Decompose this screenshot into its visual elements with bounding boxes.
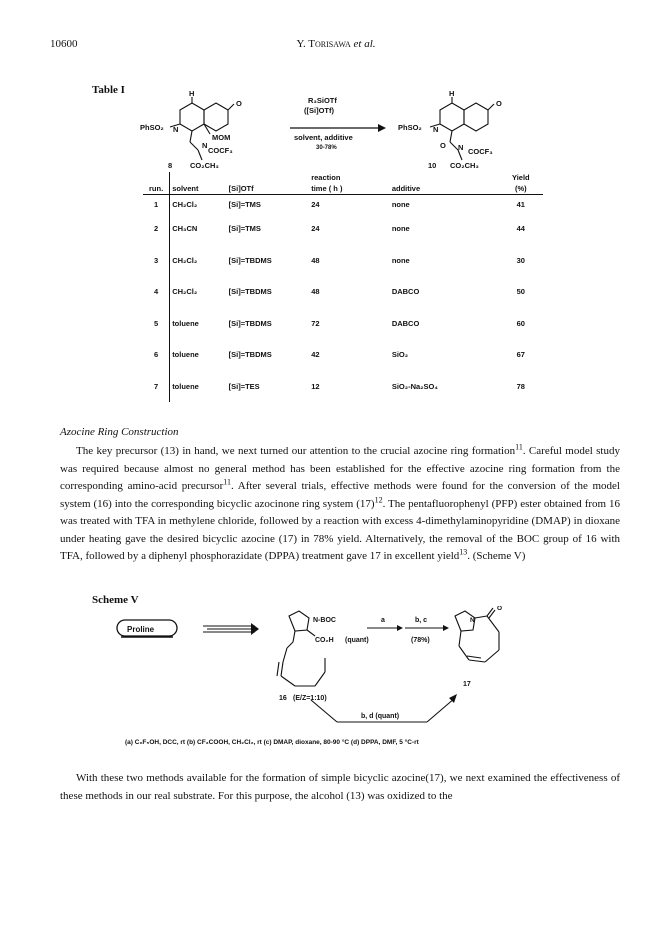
- cell-si: [Si]=TMS: [228, 224, 261, 234]
- compound-17-label: 17: [463, 681, 471, 688]
- table-row: [143, 213, 543, 245]
- table-row: [143, 195, 543, 214]
- cell-time: 42: [311, 350, 320, 360]
- col-additive: additive: [390, 183, 499, 195]
- citation-ref: 11: [515, 442, 523, 452]
- citation-ref: 13: [459, 547, 468, 557]
- paragraph-methods: With these two methods available for the formation of simple bicyclic azocine(17), we next examined the effectiveness of these methods in our real substrate. For this purpose, the alcohol (13) was oxidized to the: [60, 772, 620, 802]
- reagent: R₃SiOTf: [308, 96, 337, 105]
- step-bd-label: b, d (quant): [361, 713, 400, 720]
- product-o2: O: [440, 141, 446, 150]
- cell-yield: 41: [516, 199, 525, 209]
- table-header-row-1: [143, 172, 543, 183]
- cell-additive: none: [391, 224, 410, 234]
- col-solvent: solvent: [170, 183, 227, 195]
- cell-run: 2: [143, 213, 170, 245]
- paragraph-text: . After several trials, effective methods were found for the conversion of the model system (16) into the corresponding bicyclic azocinone ring system (17): [60, 480, 620, 510]
- compound-17-n: N: [470, 617, 475, 624]
- start-cocf3: COCF₃: [208, 146, 233, 155]
- cell-additive: none: [391, 199, 410, 209]
- product-co2ch3: CO₂CH₃: [450, 161, 479, 170]
- cell-yield: 60: [516, 318, 525, 328]
- product-cocf3: COCF₃: [468, 147, 493, 156]
- cell-time: 72: [311, 318, 320, 328]
- cell-additive: DABCO: [391, 287, 420, 297]
- compound-10: 10: [428, 161, 437, 170]
- cell-si: [Si]=TBDMS: [228, 287, 272, 297]
- start-ring-right: [204, 103, 228, 131]
- step-a-yield: (quant): [345, 637, 369, 644]
- cell-additive: none: [391, 255, 410, 265]
- compound-8: 8: [168, 161, 173, 170]
- start-n2: N: [202, 141, 208, 150]
- cell-yield: 67: [516, 350, 525, 360]
- reagent-alt: ([Si]OTf): [304, 106, 334, 115]
- cell-yield: 78: [516, 381, 525, 391]
- table-scheme: [140, 90, 560, 170]
- cell-time: 48: [311, 255, 320, 265]
- cell-solvent: CH₂Cl₂: [172, 287, 198, 297]
- yield-range: 30-78%: [316, 145, 337, 151]
- table-label: Table I: [92, 84, 125, 96]
- col-run: run.: [143, 183, 170, 195]
- page-number: 10600: [50, 38, 78, 50]
- table-row: [143, 339, 543, 371]
- cell-solvent: toluene: [172, 318, 199, 328]
- proline-label: Proline: [127, 625, 155, 634]
- co2h-label: CO₂H: [315, 637, 334, 644]
- start-h: H: [189, 90, 195, 98]
- compound-16-label: 16: [279, 695, 287, 702]
- running-title-etal: et al.: [353, 38, 376, 50]
- cell-run: 7: [143, 371, 170, 403]
- cell-time: 12: [311, 381, 320, 391]
- citation-ref: 11: [223, 477, 231, 487]
- cell-run: 3: [143, 245, 170, 277]
- scheme-label: Scheme V: [92, 594, 139, 606]
- table-header-row-2: [143, 183, 543, 195]
- step-a-label: a: [381, 617, 385, 624]
- product-ring-right: [464, 103, 488, 131]
- results-table: [143, 172, 543, 402]
- compound-16-ratio: (E/Z=1:10): [293, 695, 327, 702]
- product-h: H: [449, 90, 455, 98]
- start-co2ch3: CO₂CH₃: [190, 161, 219, 170]
- compound-17-o: O: [497, 606, 503, 612]
- n-boc-label: N-BOC: [313, 617, 336, 624]
- citation-ref: 12: [374, 494, 383, 504]
- col-time-line2: time ( h ): [309, 183, 390, 195]
- product-n: N: [433, 125, 439, 134]
- section-heading: Azocine Ring Construction: [60, 426, 179, 438]
- cell-run: 5: [143, 308, 170, 340]
- start-ring-left: [180, 103, 204, 131]
- compound-17-structure: [455, 608, 499, 662]
- table-row: [143, 276, 543, 308]
- start-o: O: [236, 99, 242, 108]
- multistep-arrow: [203, 626, 255, 632]
- arrow-head: [378, 124, 386, 132]
- table-row: [143, 308, 543, 340]
- col-si: [Si]OTf: [227, 183, 310, 195]
- cell-solvent: CH₂Cl₂: [172, 255, 198, 265]
- product-phso2: PhSO₂: [398, 123, 422, 132]
- paragraph-text: . (Scheme V): [467, 550, 526, 562]
- running-title-author: Y. Torisawa: [296, 38, 351, 50]
- col-yield-line1: Yield: [511, 173, 530, 182]
- cell-si: [Si]=TES: [228, 381, 260, 391]
- cell-solvent: CH₃CN: [172, 224, 198, 234]
- cell-time: 24: [311, 199, 320, 209]
- cell-run: 1: [143, 195, 170, 214]
- col-time-line1: reaction: [311, 173, 341, 182]
- paragraph-text: . Careful model study was required because almost no general method has been established for the effective azocine ring formation from the corresponding amino-acid precursor: [60, 445, 620, 492]
- start-phso2: PhSO₂: [140, 123, 164, 132]
- cell-yield: 44: [516, 224, 525, 234]
- scheme-v-diagram: [115, 606, 575, 741]
- start-mom: MOM: [212, 133, 231, 142]
- paragraph-azocine: [60, 443, 620, 566]
- cell-solvent: toluene: [172, 381, 199, 391]
- step-bc-label: b, c: [415, 617, 428, 624]
- paragraph-text: . The pentafluorophenyl (PFP) ester obtained from 16 was treated with TFA in methylene chloride, followed by a reaction with excess 4-dimethylaminopyridine (DMAP) in dioxane under heating gave the desired bicyclic azocine (17) in 78% yield. Alternatively, the removal of the BOC group of 16 with TFA, followed by a diphenyl phosphorazidate (DPPA) treatment gave 17 in excellent yield: [60, 497, 620, 562]
- cell-si: [Si]=TBDMS: [228, 255, 272, 265]
- cell-solvent: toluene: [172, 350, 199, 360]
- cell-run: 4: [143, 276, 170, 308]
- condition: solvent, additive: [294, 133, 353, 142]
- cell-yield: 30: [516, 255, 525, 265]
- cell-additive: SiO₂: [391, 350, 409, 360]
- cell-yield: 50: [516, 287, 525, 297]
- table-row: [143, 245, 543, 277]
- cell-si: [Si]=TBDMS: [228, 350, 272, 360]
- paragraph-text: The key precursor (13) in hand, we next turned our attention to the crucial azocine ring formation: [76, 445, 516, 457]
- cell-time: 48: [311, 287, 320, 297]
- cell-run: 6: [143, 339, 170, 371]
- step-bc-yield: (78%): [411, 637, 430, 644]
- cell-additive: DABCO: [391, 318, 420, 328]
- cell-time: 24: [311, 224, 320, 234]
- scheme-footnote: (a) C₆F₅OH, DCC, rt (b) CF₃COOH, CH₂Cl₂, rt (c) DMAP, dioxane, 80-90 °C (d) DPPA, DMF, 5 °C-rt: [125, 739, 419, 746]
- running-title: [0, 38, 672, 50]
- product-o: O: [496, 99, 502, 108]
- start-n: N: [173, 125, 179, 134]
- cell-si: [Si]=TMS: [228, 199, 261, 209]
- cell-solvent: CH₂Cl₂: [172, 199, 198, 209]
- table-row: [143, 371, 543, 403]
- col-yield-line2: (%): [499, 183, 543, 195]
- product-n2: N: [458, 143, 464, 152]
- cell-additive: SiO₂-Na₂SO₄: [391, 381, 438, 391]
- product-ring-left: [440, 103, 464, 131]
- cell-si: [Si]=TBDMS: [228, 318, 272, 328]
